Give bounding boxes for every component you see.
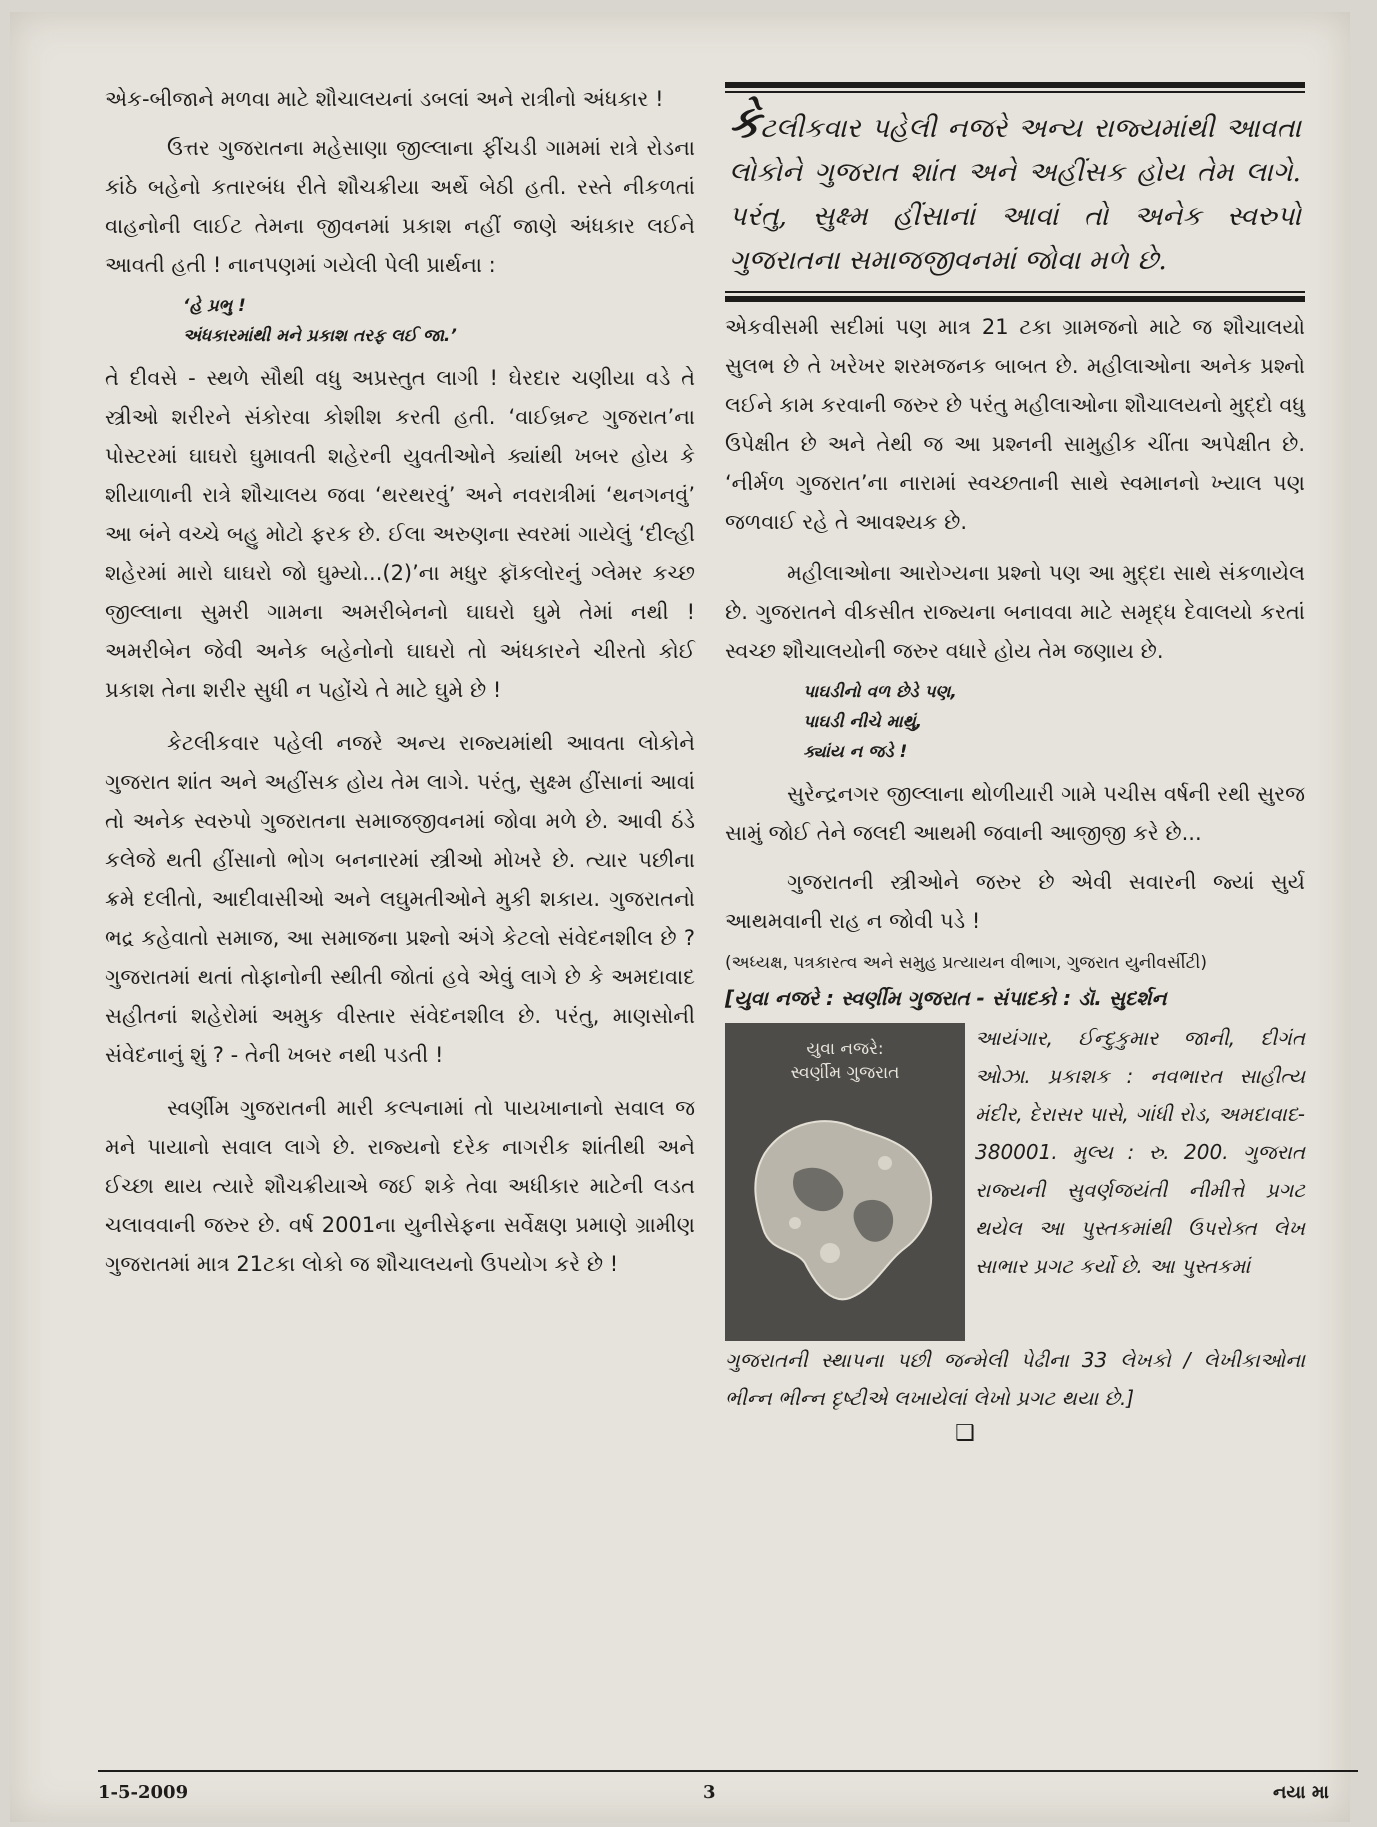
book-cover-title-line-2: સ્વર્ણીમ ગુજરાત [790,1063,900,1083]
book-credit-tail: ગુજરાતની સ્થાપના પછી જન્મેલી પેઢીના 33 લેખકો / લેખીકાઓના ભીન્ન ભીન્ન દૃષ્ટીએ લખાયેલાં લેખો પ્રગટ થયા છે.] [725,1348,1305,1410]
right-paragraph-2: મહીલાઓના આરોગ્યના પ્રશ્નો પણ આ મુદ્દા સાથે સંકળાયેલ છે. ગુજરાતને વીકસીત રાજ્યના બનાવવા માટે સમૃદ્ધ દેવાલયો કરતાં સ્વચ્છ શૌચાલયોની જરુર વધારે હોય તેમ જણાય છે. [725,561,1305,663]
left-paragraph-4: કેટલીકવાર પહેલી નજરે અન્ય રાજ્યમાંથી આવતા લોકોને ગુજરાત શાંત અને અહીંસક હોય તેમ લાગે. પરંતુ, સુક્ષ્મ હીંસાનાં આવાં તો અનેક સ્વરુપો ગુજરાતના સમાજજીવનમાં જોવા મળે છે. આવી ઠંડે કલેજે થતી હીંસાનો ભોગ બનનારમાં સ્ત્રીઓ મોખરે છે. ત્યાર પછીના ક્રમે દલીતો, આદીવાસીઓ અને લઘુમતીઓને મુકી શકાય. ગુજરાતનો ભદ્ર કહેવાતો સમાજ, આ સમાજના પ્રશ્નો અંગે કેટલો સંવેદનશીલ છે ? ગુજરાતમાં થતાં તોફાનોની સ્થીતી જોતાં હવે એવું લાગે છે કે અમદાવાદ સહીતનાં શહેરોમાં અમુક વીસ્તાર સંવેદનશીલ છે. પરંતુ, માણસોની સંવેદનાનું શું ? - તેની ખબર નથી પડતી ! [105,731,695,1067]
right-paragraph-1: એકવીસમી સદીમાં પણ માત્ર 21 ટકા ગ્રામજનો માટે જ શૌચાલયો સુલભ છે તે ખરેખર શરમજનક બાબત છે. મહીલાઓના અનેક પ્રશ્નો લઈને કામ કરવાની જરુર છે પરંતુ મહીલાઓના શૌચાલયનો મુદ્દો વધુ ઉપેક્ષીત છે અને તેથી જ આ પ્રશ્નની સામુહીક ચીંતા અપેક્ષીત છે. ‘નીર્મળ ગુજરાત’ના નારામાં સ્વચ્છતાની સાથે સ્વમાનનો ખ્યાલ પણ જળવાઈ રહે તે આવશ્યક છે. [725,315,1305,534]
left-column [105,80,695,1284]
left-paragraph-1: એક-બીજાને મળવા માટે શૌચાલયનાં ડબલાં અને રાત્રીનો અંધકાર ! [105,87,664,111]
pullquote-bottom-rule [725,296,1305,302]
footer-publication: નયા મા [1273,1782,1329,1803]
left-paragraph-2: ઉત્તર ગુજરાતના મહેસાણા જીલ્લાના ફીંચડી ગામમાં રાત્રે રોડના કાંઠે બહેનો કતારબંધ રીતે શૌચક્રીયા અર્થે બેઠી હતી. રસ્તે નીકળતાં વાહનોની લાઈટ તેમના જીવનમાં પ્રકાશ નહીં જાણે અંધકાર લઈને આવતી હતી ! નાનપણમાં ગયેલી પેલી પ્રાર્થના : [105,136,695,277]
pullquote-top-rule [725,82,1305,88]
page-footer [98,1770,1358,1812]
right-paragraph-3: સુરેન્દ્રનગર જીલ્લાના થોળીયારી ગામે પચીસ વર્ષની રથી સુરજ સામું જોઈ તેને જલદી આથમી જવાની આજીજી કરે છે... [725,782,1305,845]
left-paragraph-5: સ્વર્ણીમ ગુજરાતની મારી કલ્પનામાં તો પાયખાનાનો સવાલ જ મને પાયાનો સવાલ લાગે છે. રાજ્યનો દરેક નાગરીક શાંતીથી અને ઈચ્છા થાય ત્યારે શૌચક્રીયાએ જઈ શકે તેવા અધીકાર માટેની લડત ચલાવવાની જરુર છે. વર્ષ 2001ના યુનીસેફના સર્વેક્ષણ પ્રમાણે ગ્રામીણ ગુજરાતમાં માત્ર 21ટકા લોકો જ શૌચાલયનો ઉપયોગ કરે છે ! [105,1096,695,1276]
book-credit [725,1019,1305,1341]
right-poem-line-2: પાઘડી નીચે માથું, [803,712,923,732]
pullquote-bottom-rule-thin [725,291,1305,293]
left-poem-line-1: ‘હે પ્રભુ ! [183,296,246,316]
left-paragraph-3: તે દીવસે - સ્થળે સૌથી વધુ અપ્રસ્તુત લાગી ! ઘેરદાર ચણીયા વડે તે સ્ત્રીઓ શરીરને સંકોરવા કોશીશ કરતી હતી. ‘વાઈબ્રન્ટ ગુજરાત’ના પોસ્ટરમાં ઘાઘરો ઘુમાવતી શહેરની યુવતીઓને ક્યાંથી ખબર હોય કે શીયાળાની રાત્રે શૌચાલય જવા ‘થરથરવું’ અને નવરાત્રીમાં ‘થનગનવું’ આ બંને વચ્ચે બહુ મોટો ફરક છે. ઈલા અરુણના સ્વરમાં ગાયેલું ‘દીલ્હી શહેરમાં મારો ઘાઘરો જો ઘુમ્યો...(2)’ના મધુર ફૉકલોરનું ગ્લેમર કચ્છ જીલ્લાના સુમરી ગામના અમરીબેનનો ઘાઘરો ઘુમે તેમાં નથી ! અમરીબેન જેવી અનેક બહેનોનો ઘાઘરો તો અંધકારને ચીરતો કોઈ પ્રકાશ તેના શરીર સુધી ન પહોંચે તે માટે ઘુમે છે ! [105,366,695,702]
pullquote-text: ટલીકવાર પહેલી નજરે અન્ય રાજ્યમાંથી આવતા લોકોને ગુજરાત શાંત અને અહીંસક હોય તેમ લાગે. પરંતુ, સુક્ષ્મ હીંસાનાં આવાં તો અનેક સ્વરુપો ગુજરાતના સમાજજીવનમાં જોવા મળે છે. [729,113,1301,276]
footer-date: 1-5-2009 [98,1782,189,1803]
left-poem-line-2: અંધકારમાંથી મને પ્રકાશ તરફ લઈ જા.’ [183,326,457,346]
book-details [975,1019,1305,1341]
right-column [725,82,1305,1446]
newspaper-page [10,12,1350,1822]
gujarat-map-icon [735,1083,955,1323]
book-cover-image [725,1023,965,1341]
book-details-text: આયંગાર, ઈન્દુકુમાર જાની, દીગંત ઓઝા. પ્રકાશક : નવભારત સાહીત્ય મંદીર, દેરાસર પાસે, ગાંધી રોડ, અમદાવાદ- 380001. મુલ્ય : રુ. 200. ગુજરાત રાજ્યની સુવર્ણજયંતી નીમીત્તે પ્રગટ થયેલ આ પુસ્તકમાંથી ઉપરોક્ત લેખ સાભાર પ્રગટ કર્યો છે. આ પુસ્તકમાં [975,1026,1305,1278]
book-credit-heading: [યુવા નજરે : સ્વર્ણીમ ગુજરાત - સંપાદકો : ડૉ. સુદર્શન [725,986,1167,1010]
end-mark-icon: ❑ [955,1421,975,1446]
footer-page-number: 3 [703,1782,716,1803]
author-affiliation: (અધ્યક્ષ, પત્રકારત્વ અને સમુહ પ્રત્યાયન વીભાગ, ગુજરાત યુનીવર્સીટી) [725,953,1208,973]
book-cover-title-line-1: યુવા નજરે: [806,1039,884,1059]
right-poem-line-1: પાઘડીનો વળ છેડે પણ, [803,682,957,702]
right-paragraph-4: ગુજરાતની સ્ત્રીઓને જરુર છે એવી સવારની જ્યાં સુર્ય આથમવાની રાહ ન જોવી પડે ! [725,870,1305,933]
right-poem-line-3: ક્યાંય ન જડે ! [803,742,908,762]
right-poem [725,677,1305,767]
left-poem [105,291,695,351]
book-cover-title [725,1037,965,1085]
pullquote [725,93,1305,291]
pullquote-drop-letter: કે [729,97,761,148]
